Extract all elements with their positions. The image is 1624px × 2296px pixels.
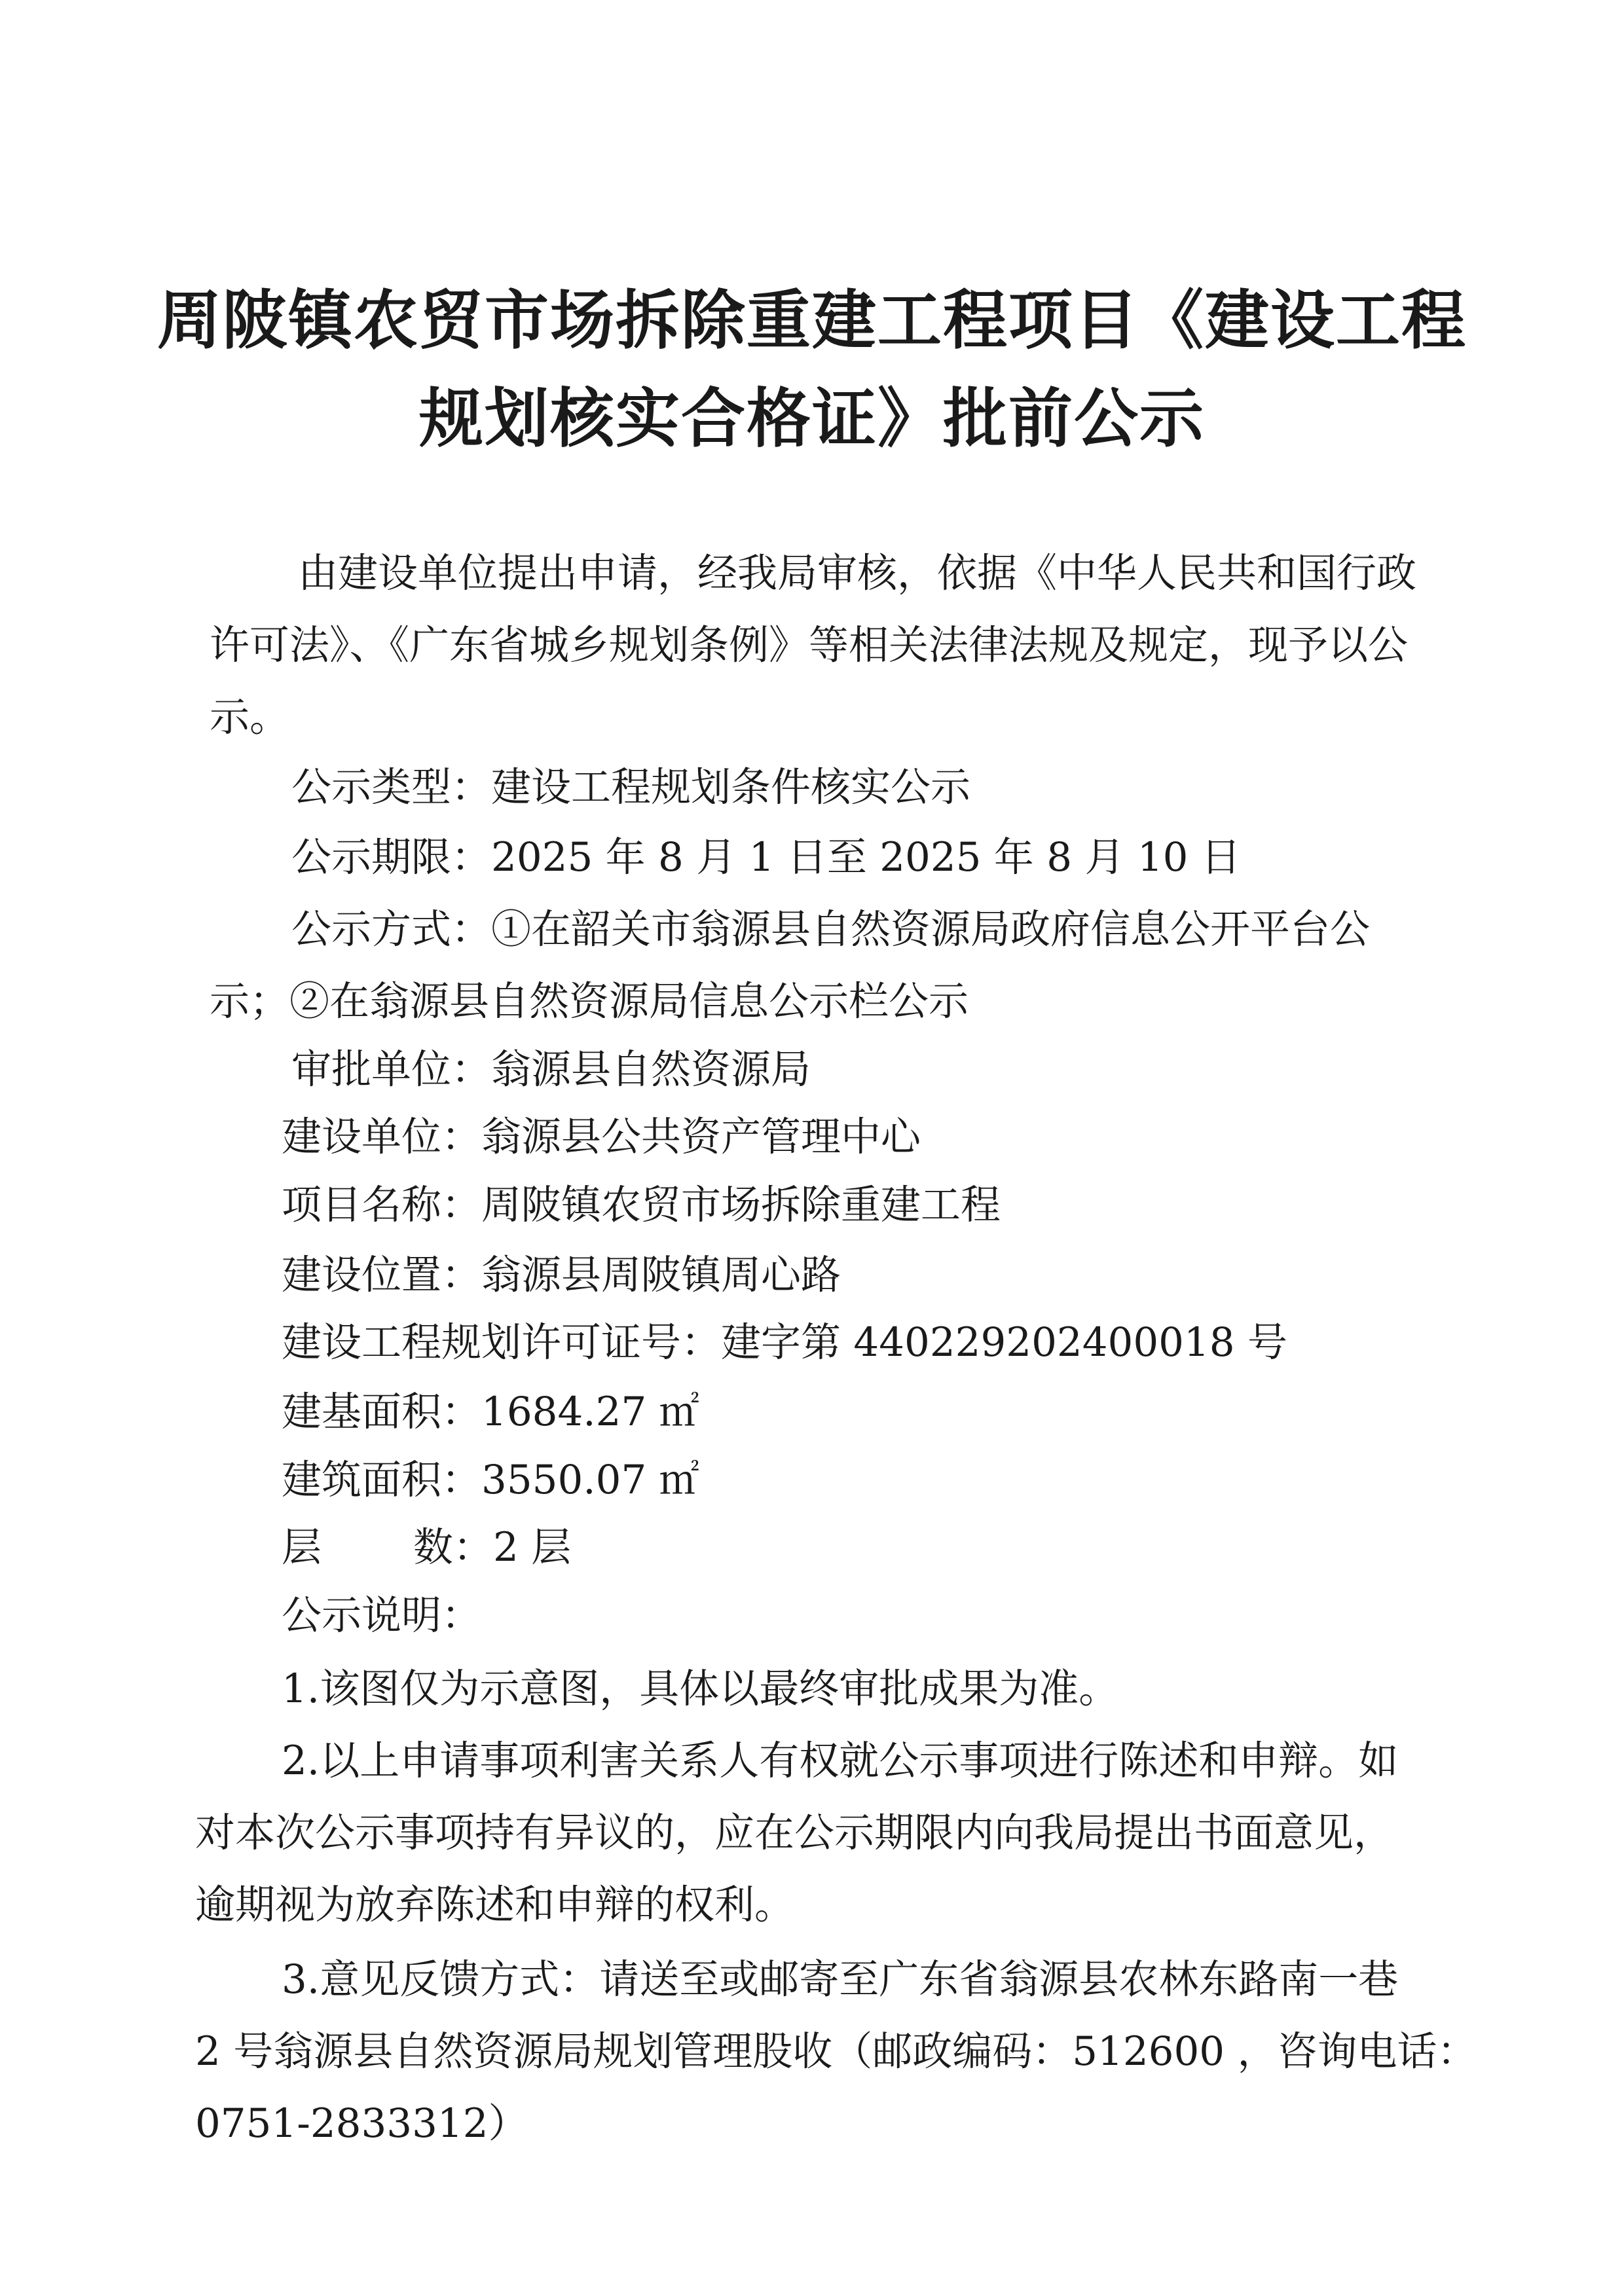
field-floor-area-value: 3550.07 ㎡ [481,1457,699,1503]
field-type-value: 建设工程规划条件核实公示 [491,764,971,811]
field-location [282,1252,841,1298]
note-3-line-1: 3.意见反馈方式：请送至或邮寄至广东省翁源县农林东路南一巷 [282,1956,1399,2003]
document-title [0,272,1624,468]
field-base-area-value: 1684.27 ㎡ [481,1389,699,1435]
field-project-label: 项目名称： [282,1182,482,1228]
note-2-line-3: 逾期视为放弃陈述和申辩的权利。 [195,1882,795,1928]
field-project [282,1182,1001,1228]
field-permit-label: 建设工程规划许可证号： [282,1319,722,1366]
title-line-2: 规划核实合格证》批前公示 [418,381,1205,456]
intro-line-1: 由建设单位提出申请，经我局审核，依据《中华人民共和国行政 [298,550,1417,596]
field-method-value-2: 示；②在翁源县自然资源局信息公示栏公示 [210,978,969,1025]
intro-line-3: 示。 [210,694,290,740]
field-period [291,835,1241,881]
notes-label: 公示说明： [282,1592,482,1639]
field-period-label: 公示期限： [291,834,492,881]
field-type-label: 公示类型： [291,764,492,811]
field-floors-label-b: 数： [413,1524,494,1571]
field-floors-label-a: 层 [282,1524,322,1571]
note-2-line-2: 对本次公示事项持有异议的，应在公示期限内向我局提出书面意见， [195,1810,1394,1856]
intro-line-2: 许可法》、《广东省城乡规划条例》等相关法律法规及规定，现予以公 [210,622,1409,668]
field-floors [282,1525,571,1571]
note-2-line-1: 2.以上申请事项利害关系人有权就公示事项进行陈述和申辩。如 [282,1738,1399,1784]
field-builder-value: 翁源县公共资产管理中心 [481,1114,921,1160]
field-approver-label: 审批单位： [291,1046,492,1093]
field-builder [282,1114,921,1160]
field-project-value: 周陂镇农贸市场拆除重建工程 [481,1182,1001,1228]
field-base-area [282,1389,699,1435]
field-approver-value: 翁源县自然资源局 [491,1046,811,1093]
field-builder-label: 建设单位： [282,1114,482,1160]
field-location-label: 建设位置： [282,1252,482,1298]
field-permit [282,1320,1287,1366]
note-3-line-3: 0751-2833312） [195,2100,528,2147]
field-floor-area-label: 建筑面积： [282,1457,482,1503]
field-method-label: 公示方式： [291,906,492,953]
title-line-1: 周陂镇农贸市场拆除重建工程项目《建设工程 [157,283,1467,358]
field-method [291,907,1370,953]
field-permit-value: 建字第 440229202400018 号 [721,1319,1287,1366]
field-base-area-label: 建基面积： [282,1389,482,1435]
field-location-value: 翁源县周陂镇周心路 [481,1252,841,1298]
field-approver [291,1047,811,1093]
field-floor-area [282,1457,699,1503]
field-type [291,765,970,811]
note-3-line-2: 2 号翁源县自然资源局规划管理股收（邮政编码：512600 ，咨询电话： [195,2028,1477,2075]
field-floors-value: 2 层 [493,1524,572,1571]
note-1: 1.该图仅为示意图，具体以最终审批成果为准。 [282,1666,1119,1712]
field-period-value: 2025 年 8 月 1 日至 2025 年 8 月 10 日 [491,834,1241,881]
field-method-value-1: ①在韶关市翁源县自然资源局政府信息公开平台公 [491,906,1371,953]
